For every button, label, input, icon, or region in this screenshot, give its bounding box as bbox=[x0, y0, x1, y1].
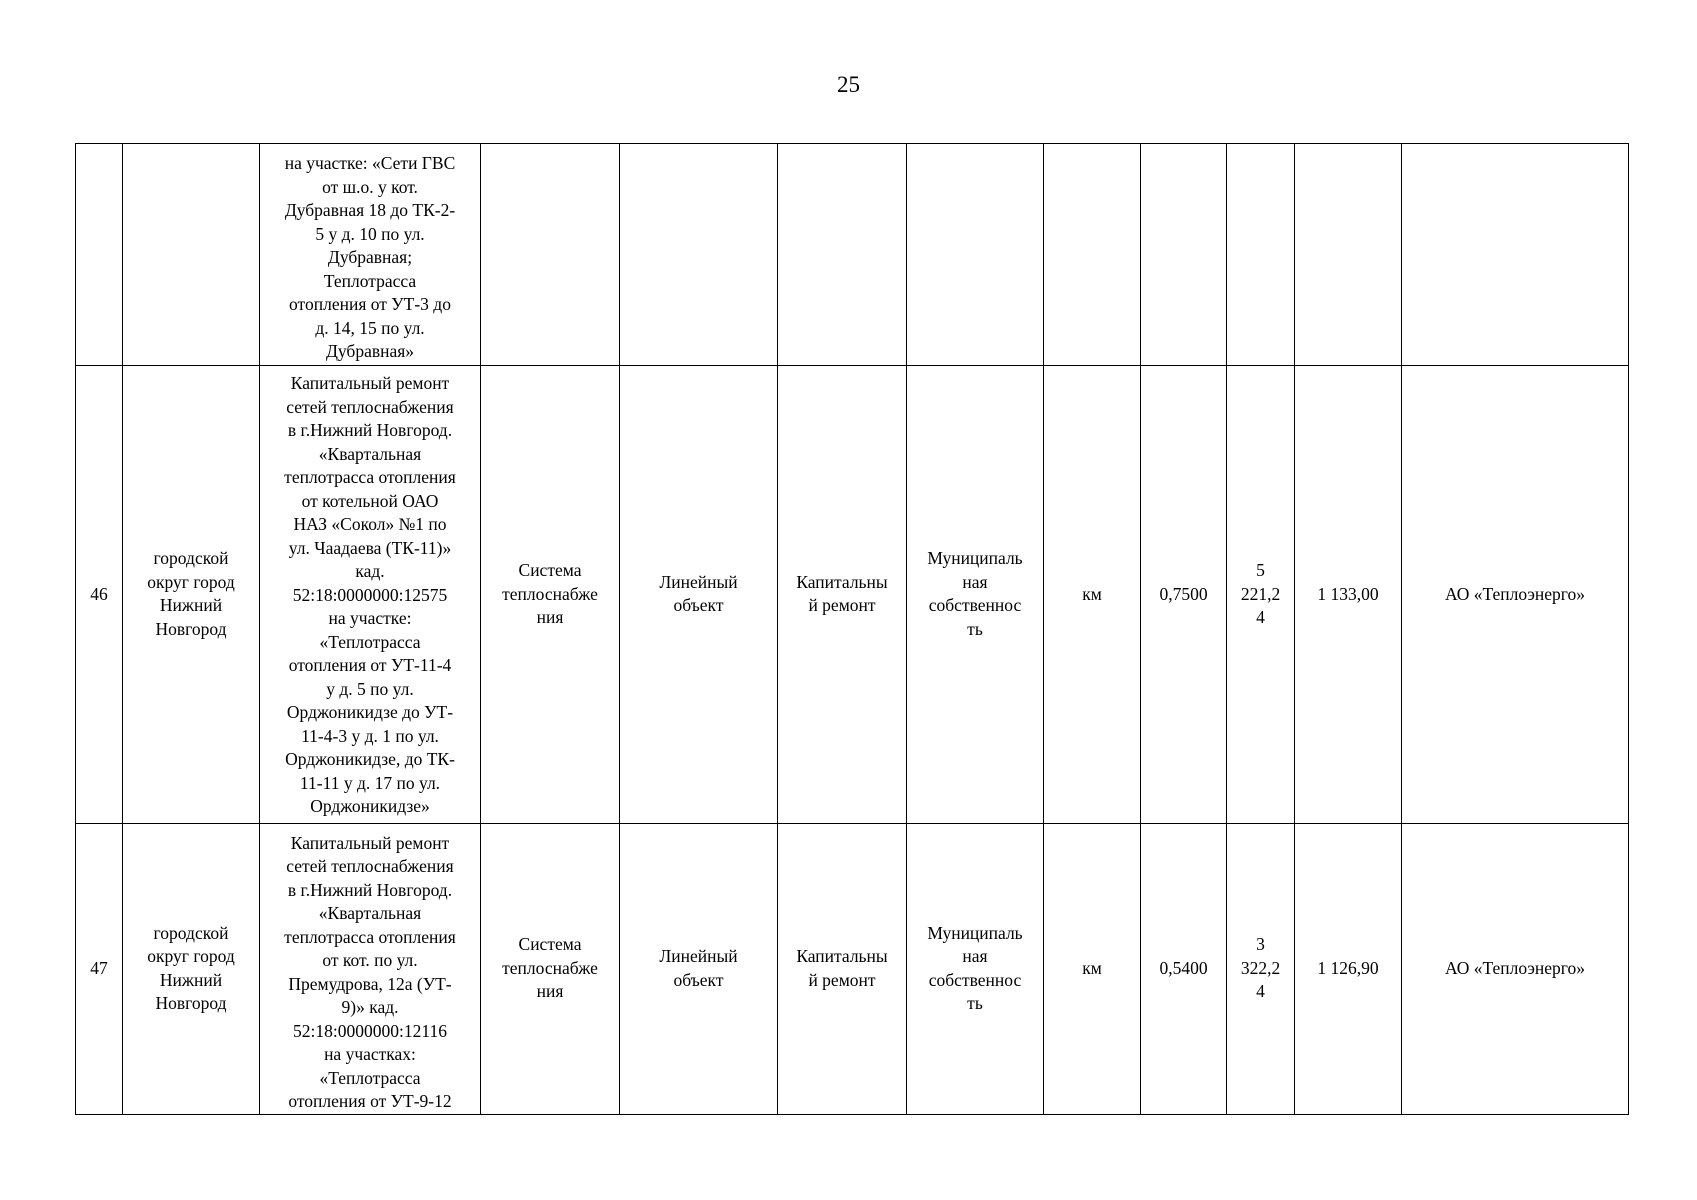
description-cell: Капитальный ремонт сетей теплоснабжения в г.Нижний Новгород. «Квартальная теплотрасса отопления от кот. по ул. Премудрова, 12а (УТ- 9)» кад. 52:18:0000000:12116 на участках: «Теплотрасса отопления от УТ-9-12 bbox=[260, 823, 481, 1114]
system-cell bbox=[481, 144, 620, 366]
cost2-cell: 1 133,00 bbox=[1295, 366, 1402, 824]
row-number-cell: 46 bbox=[76, 366, 123, 824]
municipality-cell: городской округ город Нижний Новгород bbox=[123, 823, 260, 1114]
object-type-cell: Линейный объект bbox=[620, 366, 778, 824]
cost1-cell: 5 221,2 4 bbox=[1227, 366, 1295, 824]
description-cell: Капитальный ремонт сетей теплоснабжения в г.Нижний Новгород. «Квартальная теплотрасса отопления от котельной ОАО НАЗ «Сокол» №1 по ул. Чаадаева (ТК-11)» кад. 52:18:0000000:12575 на участке: «Теплотрасса отопления от УТ-11-4 у д. 5 по ул. Орджоникидзе до УТ- 11-4-3 у д. 1 по ул. Орджоникидзе, до ТК- 11-11 у д. 17 по ул. Орджоникидзе» bbox=[260, 366, 481, 824]
length-cell bbox=[1141, 144, 1227, 366]
table-row bbox=[76, 823, 1629, 1114]
municipality-cell: городской округ город Нижний Новгород bbox=[123, 366, 260, 824]
page-number: 25 bbox=[837, 72, 860, 97]
unit-cell: км bbox=[1044, 366, 1141, 824]
system-cell: Система теплоснабже ния bbox=[481, 366, 620, 824]
cost1-cell bbox=[1227, 144, 1295, 366]
works-table bbox=[75, 143, 1629, 1115]
row-number-cell bbox=[76, 144, 123, 366]
unit-cell: км bbox=[1044, 823, 1141, 1114]
work-type-cell: Капитальны й ремонт bbox=[778, 366, 907, 824]
length-cell: 0,5400 bbox=[1141, 823, 1227, 1114]
organization-cell: АО «Теплоэнерго» bbox=[1402, 366, 1629, 824]
work-type-cell: Капитальны й ремонт bbox=[778, 823, 907, 1114]
cost2-cell: 1 126,90 bbox=[1295, 823, 1402, 1114]
ownership-cell bbox=[907, 144, 1044, 366]
ownership-cell: Муниципаль ная собственнос ть bbox=[907, 366, 1044, 824]
table-row bbox=[76, 366, 1629, 824]
unit-cell bbox=[1044, 144, 1141, 366]
row-number-cell: 47 bbox=[76, 823, 123, 1114]
cost2-cell bbox=[1295, 144, 1402, 366]
length-cell: 0,7500 bbox=[1141, 366, 1227, 824]
object-type-cell: Линейный объект bbox=[620, 823, 778, 1114]
ownership-cell: Муниципаль ная собственнос ть bbox=[907, 823, 1044, 1114]
description-cell: на участке: «Сети ГВС от ш.о. у кот. Дубравная 18 до ТК-2- 5 у д. 10 по ул. Дубравная; Теплотрасса отопления от УТ-3 до д. 14, 15 по ул. Дубравная» bbox=[260, 144, 481, 366]
municipality-cell bbox=[123, 144, 260, 366]
organization-cell: АО «Теплоэнерго» bbox=[1402, 823, 1629, 1114]
object-type-cell bbox=[620, 144, 778, 366]
work-type-cell bbox=[778, 144, 907, 366]
cost1-cell: 3 322,2 4 bbox=[1227, 823, 1295, 1114]
organization-cell bbox=[1402, 144, 1629, 366]
table-row bbox=[76, 144, 1629, 366]
system-cell: Система теплоснабже ния bbox=[481, 823, 620, 1114]
